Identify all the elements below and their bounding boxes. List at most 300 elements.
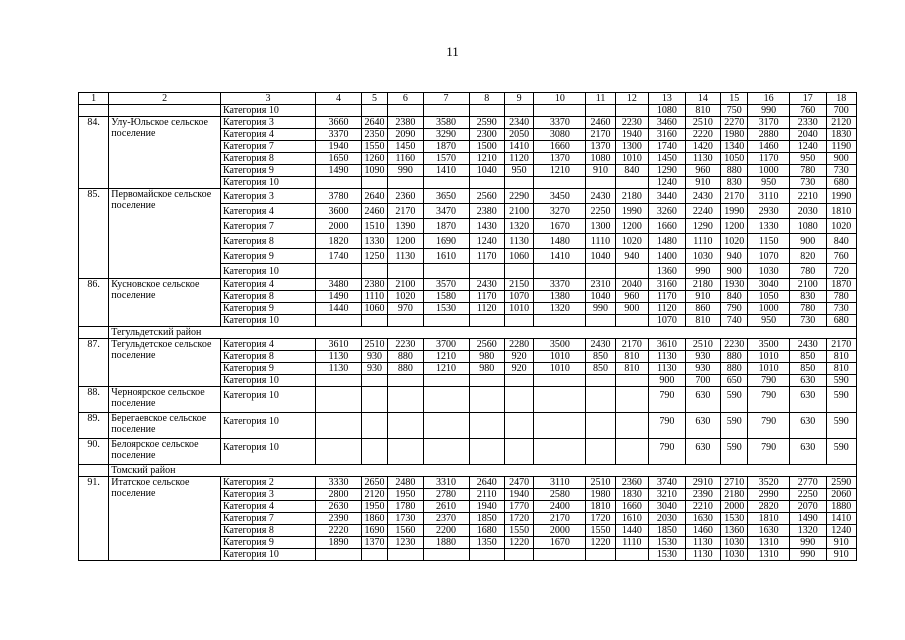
value-cell: 2820 bbox=[748, 501, 790, 513]
value-cell: 1040 bbox=[586, 291, 615, 303]
value-cell bbox=[534, 105, 586, 117]
value-cell: 1950 bbox=[388, 489, 424, 501]
table-body bbox=[79, 93, 857, 561]
value-cell: 1420 bbox=[685, 141, 721, 153]
value-cell: 2480 bbox=[388, 477, 424, 489]
value-cell bbox=[469, 413, 505, 439]
column-header: 13 bbox=[649, 93, 686, 105]
value-cell: 1390 bbox=[388, 219, 424, 234]
value-cell: 3370 bbox=[316, 129, 362, 141]
value-cell: 790 bbox=[748, 387, 790, 413]
value-cell: 2370 bbox=[423, 513, 469, 525]
value-cell: 990 bbox=[748, 105, 790, 117]
value-cell bbox=[388, 549, 424, 561]
value-cell: 2180 bbox=[685, 279, 721, 291]
value-cell bbox=[615, 264, 648, 279]
value-cell: 2640 bbox=[469, 477, 505, 489]
category-label: Категория 8 bbox=[221, 153, 316, 165]
category-label: Категория 7 bbox=[221, 513, 316, 525]
value-cell bbox=[505, 375, 534, 387]
value-cell: 1310 bbox=[748, 549, 790, 561]
value-cell: 3600 bbox=[316, 204, 362, 219]
value-cell: 2460 bbox=[586, 117, 615, 129]
value-cell: 1480 bbox=[649, 234, 686, 249]
value-cell: 2390 bbox=[316, 513, 362, 525]
value-cell: 2590 bbox=[469, 117, 505, 129]
value-cell: 1300 bbox=[586, 219, 615, 234]
value-cell: 1210 bbox=[534, 165, 586, 177]
value-cell bbox=[505, 177, 534, 189]
value-cell: 590 bbox=[721, 413, 748, 439]
value-cell: 1810 bbox=[748, 513, 790, 525]
value-cell: 790 bbox=[748, 413, 790, 439]
value-cell: 980 bbox=[469, 351, 505, 363]
value-cell: 1810 bbox=[586, 501, 615, 513]
value-cell bbox=[423, 264, 469, 279]
value-cell bbox=[469, 439, 505, 465]
value-cell: 1120 bbox=[649, 303, 686, 315]
value-cell: 2280 bbox=[505, 339, 534, 351]
value-cell: 900 bbox=[790, 234, 827, 249]
value-cell: 1250 bbox=[361, 249, 387, 264]
column-header: 10 bbox=[534, 93, 586, 105]
value-cell: 1460 bbox=[685, 525, 721, 537]
value-cell: 790 bbox=[649, 439, 686, 465]
value-cell: 2510 bbox=[685, 339, 721, 351]
value-cell: 2090 bbox=[388, 129, 424, 141]
value-cell: 1320 bbox=[505, 219, 534, 234]
value-cell: 1300 bbox=[615, 141, 648, 153]
value-cell: 840 bbox=[721, 291, 748, 303]
value-cell: 820 bbox=[790, 249, 827, 264]
value-cell: 1240 bbox=[469, 234, 505, 249]
category-label: Категория 3 bbox=[221, 189, 316, 204]
category-label: Категория 10 bbox=[221, 413, 316, 439]
value-cell: 1730 bbox=[388, 513, 424, 525]
value-cell: 2170 bbox=[586, 129, 615, 141]
value-cell: 900 bbox=[826, 153, 856, 165]
value-cell: 790 bbox=[748, 375, 790, 387]
value-cell: 2220 bbox=[685, 129, 721, 141]
value-cell bbox=[316, 387, 362, 413]
value-cell bbox=[469, 315, 505, 327]
column-header: 15 bbox=[721, 93, 748, 105]
column-header: 1 bbox=[79, 93, 109, 105]
value-cell: 2510 bbox=[685, 117, 721, 129]
value-cell: 940 bbox=[721, 249, 748, 264]
value-cell: 2100 bbox=[505, 204, 534, 219]
value-cell: 810 bbox=[685, 315, 721, 327]
value-cell: 1170 bbox=[748, 153, 790, 165]
value-cell: 2710 bbox=[721, 477, 748, 489]
value-cell: 730 bbox=[790, 177, 827, 189]
value-cell: 830 bbox=[790, 291, 827, 303]
value-cell bbox=[505, 439, 534, 465]
category-label: Категория 4 bbox=[221, 204, 316, 219]
value-cell: 3160 bbox=[649, 129, 686, 141]
column-header: 17 bbox=[790, 93, 827, 105]
category-label: Категория 8 bbox=[221, 234, 316, 249]
value-cell: 1130 bbox=[316, 351, 362, 363]
value-cell bbox=[423, 177, 469, 189]
table-row bbox=[79, 413, 857, 439]
value-cell bbox=[534, 315, 586, 327]
value-cell: 1630 bbox=[685, 513, 721, 525]
value-cell: 950 bbox=[748, 177, 790, 189]
value-cell bbox=[469, 387, 505, 413]
value-cell: 630 bbox=[790, 375, 827, 387]
value-cell: 3610 bbox=[316, 339, 362, 351]
value-cell: 1350 bbox=[469, 537, 505, 549]
district-row bbox=[79, 465, 857, 477]
value-cell: 1210 bbox=[423, 351, 469, 363]
category-label: Категория 4 bbox=[221, 129, 316, 141]
value-cell: 1020 bbox=[615, 234, 648, 249]
value-cell bbox=[388, 177, 424, 189]
value-cell: 930 bbox=[685, 351, 721, 363]
value-cell: 1110 bbox=[685, 234, 721, 249]
table-row bbox=[79, 189, 857, 204]
value-cell: 1130 bbox=[388, 249, 424, 264]
category-label: Категория 3 bbox=[221, 489, 316, 501]
value-cell: 2150 bbox=[505, 279, 534, 291]
value-cell: 1090 bbox=[361, 165, 387, 177]
value-cell: 2210 bbox=[790, 189, 827, 204]
row-number bbox=[79, 105, 109, 117]
value-cell: 2430 bbox=[586, 189, 615, 204]
settlement-name: Берегаевское сельское поселение bbox=[109, 413, 221, 439]
value-cell: 990 bbox=[790, 537, 827, 549]
value-cell: 1360 bbox=[721, 525, 748, 537]
value-cell bbox=[316, 177, 362, 189]
value-cell: 3520 bbox=[748, 477, 790, 489]
value-cell: 650 bbox=[721, 375, 748, 387]
value-cell: 1220 bbox=[586, 537, 615, 549]
value-cell: 1330 bbox=[748, 219, 790, 234]
value-cell: 1170 bbox=[469, 249, 505, 264]
value-cell: 1560 bbox=[388, 525, 424, 537]
value-cell: 1020 bbox=[721, 234, 748, 249]
value-cell: 960 bbox=[685, 165, 721, 177]
value-cell: 630 bbox=[790, 413, 827, 439]
rates-table bbox=[78, 92, 857, 561]
value-cell: 730 bbox=[826, 303, 856, 315]
value-cell: 2930 bbox=[748, 204, 790, 219]
value-cell bbox=[534, 387, 586, 413]
value-cell bbox=[316, 264, 362, 279]
column-header: 9 bbox=[505, 93, 534, 105]
value-cell: 680 bbox=[826, 177, 856, 189]
value-cell: 1000 bbox=[748, 165, 790, 177]
district-title: Томский район bbox=[109, 465, 857, 477]
value-cell: 2170 bbox=[826, 339, 856, 351]
value-cell bbox=[534, 549, 586, 561]
value-cell: 2330 bbox=[790, 117, 827, 129]
value-cell bbox=[586, 413, 615, 439]
value-cell bbox=[615, 315, 648, 327]
value-cell: 1860 bbox=[361, 513, 387, 525]
value-cell bbox=[361, 387, 387, 413]
value-cell: 2180 bbox=[615, 189, 648, 204]
value-cell: 2210 bbox=[685, 501, 721, 513]
value-cell: 2300 bbox=[469, 129, 505, 141]
value-cell: 720 bbox=[826, 264, 856, 279]
value-cell: 2390 bbox=[685, 489, 721, 501]
value-cell: 1940 bbox=[505, 489, 534, 501]
value-cell: 2990 bbox=[748, 489, 790, 501]
value-cell bbox=[586, 387, 615, 413]
district-row bbox=[79, 327, 857, 339]
value-cell: 2610 bbox=[423, 501, 469, 513]
value-cell: 730 bbox=[790, 315, 827, 327]
value-cell: 3080 bbox=[534, 129, 586, 141]
value-cell: 590 bbox=[826, 439, 856, 465]
value-cell: 1130 bbox=[316, 363, 362, 375]
value-cell: 1010 bbox=[505, 303, 534, 315]
value-cell: 2030 bbox=[649, 513, 686, 525]
value-cell: 840 bbox=[826, 234, 856, 249]
value-cell: 2360 bbox=[388, 189, 424, 204]
value-cell: 1780 bbox=[388, 501, 424, 513]
value-cell: 1370 bbox=[361, 537, 387, 549]
value-cell: 2290 bbox=[505, 189, 534, 204]
column-header: 18 bbox=[826, 93, 856, 105]
value-cell: 1660 bbox=[649, 219, 686, 234]
value-cell: 880 bbox=[721, 363, 748, 375]
value-cell: 1670 bbox=[534, 219, 586, 234]
value-cell: 2170 bbox=[721, 189, 748, 204]
value-cell: 3740 bbox=[649, 477, 686, 489]
value-cell: 1120 bbox=[469, 303, 505, 315]
value-cell: 2250 bbox=[586, 204, 615, 219]
district-title: Тегульдетский район bbox=[109, 327, 857, 339]
value-cell bbox=[534, 413, 586, 439]
value-cell: 1870 bbox=[423, 219, 469, 234]
value-cell: 1220 bbox=[505, 537, 534, 549]
value-cell: 1880 bbox=[423, 537, 469, 549]
table-row bbox=[79, 105, 857, 117]
value-cell: 3040 bbox=[649, 501, 686, 513]
value-cell: 760 bbox=[826, 249, 856, 264]
value-cell: 810 bbox=[685, 105, 721, 117]
value-cell bbox=[361, 413, 387, 439]
value-cell: 780 bbox=[826, 291, 856, 303]
value-cell: 2560 bbox=[469, 189, 505, 204]
settlement-name: Белоярское сельское поселение bbox=[109, 439, 221, 465]
value-cell: 1210 bbox=[469, 153, 505, 165]
value-cell: 740 bbox=[721, 315, 748, 327]
value-cell: 2380 bbox=[388, 117, 424, 129]
value-cell: 1010 bbox=[748, 363, 790, 375]
value-cell: 2230 bbox=[721, 339, 748, 351]
value-cell: 2360 bbox=[615, 477, 648, 489]
row-number: 91. bbox=[79, 477, 109, 561]
value-cell: 1050 bbox=[721, 153, 748, 165]
category-label: Категория 10 bbox=[221, 315, 316, 327]
value-cell: 970 bbox=[388, 303, 424, 315]
value-cell: 900 bbox=[649, 375, 686, 387]
value-cell: 1360 bbox=[649, 264, 686, 279]
value-cell bbox=[388, 413, 424, 439]
value-cell: 2350 bbox=[361, 129, 387, 141]
value-cell: 810 bbox=[826, 363, 856, 375]
value-cell: 1480 bbox=[534, 234, 586, 249]
value-cell: 1000 bbox=[748, 303, 790, 315]
value-cell: 1060 bbox=[505, 249, 534, 264]
value-cell: 950 bbox=[790, 153, 827, 165]
value-cell: 1240 bbox=[649, 177, 686, 189]
category-label: Категория 9 bbox=[221, 303, 316, 315]
value-cell: 2170 bbox=[388, 204, 424, 219]
value-cell: 1060 bbox=[361, 303, 387, 315]
category-label: Категория 10 bbox=[221, 387, 316, 413]
category-label: Категория 8 bbox=[221, 525, 316, 537]
value-cell bbox=[615, 413, 648, 439]
value-cell: 1850 bbox=[649, 525, 686, 537]
value-cell: 2430 bbox=[469, 279, 505, 291]
value-cell: 750 bbox=[721, 105, 748, 117]
value-cell: 850 bbox=[790, 351, 827, 363]
value-cell: 3370 bbox=[534, 117, 586, 129]
value-cell: 1660 bbox=[534, 141, 586, 153]
value-cell bbox=[361, 264, 387, 279]
value-cell: 790 bbox=[649, 387, 686, 413]
value-cell: 780 bbox=[790, 165, 827, 177]
value-cell: 2470 bbox=[505, 477, 534, 489]
value-cell: 1880 bbox=[826, 501, 856, 513]
value-cell: 1070 bbox=[748, 249, 790, 264]
settlement-name: Улу-Юльское сельское поселение bbox=[109, 117, 221, 189]
value-cell: 1570 bbox=[423, 153, 469, 165]
value-cell: 920 bbox=[505, 351, 534, 363]
value-cell: 1080 bbox=[649, 105, 686, 117]
value-cell: 3500 bbox=[534, 339, 586, 351]
value-cell: 1530 bbox=[721, 513, 748, 525]
settlement-name: Итатское сельское поселение bbox=[109, 477, 221, 561]
category-label: Категория 9 bbox=[221, 537, 316, 549]
value-cell: 1980 bbox=[586, 489, 615, 501]
value-cell: 3700 bbox=[423, 339, 469, 351]
value-cell: 2230 bbox=[615, 117, 648, 129]
value-cell: 700 bbox=[826, 105, 856, 117]
value-cell: 2580 bbox=[534, 489, 586, 501]
column-header: 11 bbox=[586, 93, 615, 105]
value-cell: 3570 bbox=[423, 279, 469, 291]
value-cell: 920 bbox=[505, 363, 534, 375]
value-cell: 1110 bbox=[615, 537, 648, 549]
table-row bbox=[79, 339, 857, 351]
value-cell bbox=[505, 387, 534, 413]
value-cell: 3370 bbox=[534, 279, 586, 291]
value-cell: 1200 bbox=[721, 219, 748, 234]
value-cell: 2060 bbox=[826, 489, 856, 501]
value-cell bbox=[586, 105, 615, 117]
value-cell bbox=[505, 549, 534, 561]
value-cell bbox=[469, 375, 505, 387]
value-cell bbox=[361, 315, 387, 327]
value-cell: 3780 bbox=[316, 189, 362, 204]
value-cell bbox=[423, 549, 469, 561]
value-cell: 2180 bbox=[721, 489, 748, 501]
row-number: 84. bbox=[79, 117, 109, 189]
value-cell bbox=[361, 549, 387, 561]
value-cell: 2220 bbox=[316, 525, 362, 537]
value-cell bbox=[423, 387, 469, 413]
value-cell: 860 bbox=[685, 303, 721, 315]
category-label: Категория 7 bbox=[221, 219, 316, 234]
value-cell: 1210 bbox=[423, 363, 469, 375]
category-label: Категория 2 bbox=[221, 477, 316, 489]
value-cell: 3270 bbox=[534, 204, 586, 219]
value-cell: 1040 bbox=[586, 249, 615, 264]
value-cell: 1670 bbox=[534, 537, 586, 549]
value-cell: 1550 bbox=[505, 525, 534, 537]
value-cell bbox=[469, 264, 505, 279]
value-cell: 1130 bbox=[649, 363, 686, 375]
value-cell: 2430 bbox=[790, 339, 827, 351]
value-cell: 2270 bbox=[721, 117, 748, 129]
category-label: Категория 10 bbox=[221, 439, 316, 465]
value-cell bbox=[586, 375, 615, 387]
column-header: 5 bbox=[361, 93, 387, 105]
value-cell: 1680 bbox=[469, 525, 505, 537]
category-label: Категория 10 bbox=[221, 177, 316, 189]
value-cell bbox=[361, 439, 387, 465]
value-cell: 1380 bbox=[534, 291, 586, 303]
value-cell bbox=[316, 413, 362, 439]
value-cell bbox=[615, 439, 648, 465]
value-cell: 1150 bbox=[748, 234, 790, 249]
value-cell: 940 bbox=[615, 249, 648, 264]
value-cell: 2340 bbox=[505, 117, 534, 129]
value-cell: 700 bbox=[685, 375, 721, 387]
header-row bbox=[79, 93, 857, 105]
value-cell: 1010 bbox=[534, 351, 586, 363]
value-cell: 2510 bbox=[361, 339, 387, 351]
value-cell: 1990 bbox=[721, 204, 748, 219]
value-cell: 3110 bbox=[534, 477, 586, 489]
value-cell: 1650 bbox=[316, 153, 362, 165]
value-cell: 1440 bbox=[615, 525, 648, 537]
value-cell: 2070 bbox=[790, 501, 827, 513]
value-cell bbox=[586, 264, 615, 279]
value-cell: 1030 bbox=[748, 264, 790, 279]
value-cell bbox=[388, 375, 424, 387]
value-cell: 2000 bbox=[721, 501, 748, 513]
value-cell: 850 bbox=[586, 363, 615, 375]
settlement-name bbox=[109, 105, 221, 117]
value-cell: 2170 bbox=[615, 339, 648, 351]
value-cell: 2880 bbox=[748, 129, 790, 141]
value-cell: 840 bbox=[615, 165, 648, 177]
value-cell: 1990 bbox=[615, 204, 648, 219]
row-number: 90. bbox=[79, 439, 109, 465]
table-row bbox=[79, 477, 857, 489]
column-header: 16 bbox=[748, 93, 790, 105]
value-cell: 790 bbox=[721, 303, 748, 315]
category-label: Категория 7 bbox=[221, 141, 316, 153]
category-label: Категория 10 bbox=[221, 105, 316, 117]
value-cell: 1740 bbox=[649, 141, 686, 153]
value-cell: 2800 bbox=[316, 489, 362, 501]
value-cell: 990 bbox=[586, 303, 615, 315]
value-cell: 1260 bbox=[361, 153, 387, 165]
value-cell: 990 bbox=[388, 165, 424, 177]
value-cell: 1690 bbox=[361, 525, 387, 537]
value-cell bbox=[423, 439, 469, 465]
value-cell: 1340 bbox=[721, 141, 748, 153]
value-cell: 2120 bbox=[826, 117, 856, 129]
